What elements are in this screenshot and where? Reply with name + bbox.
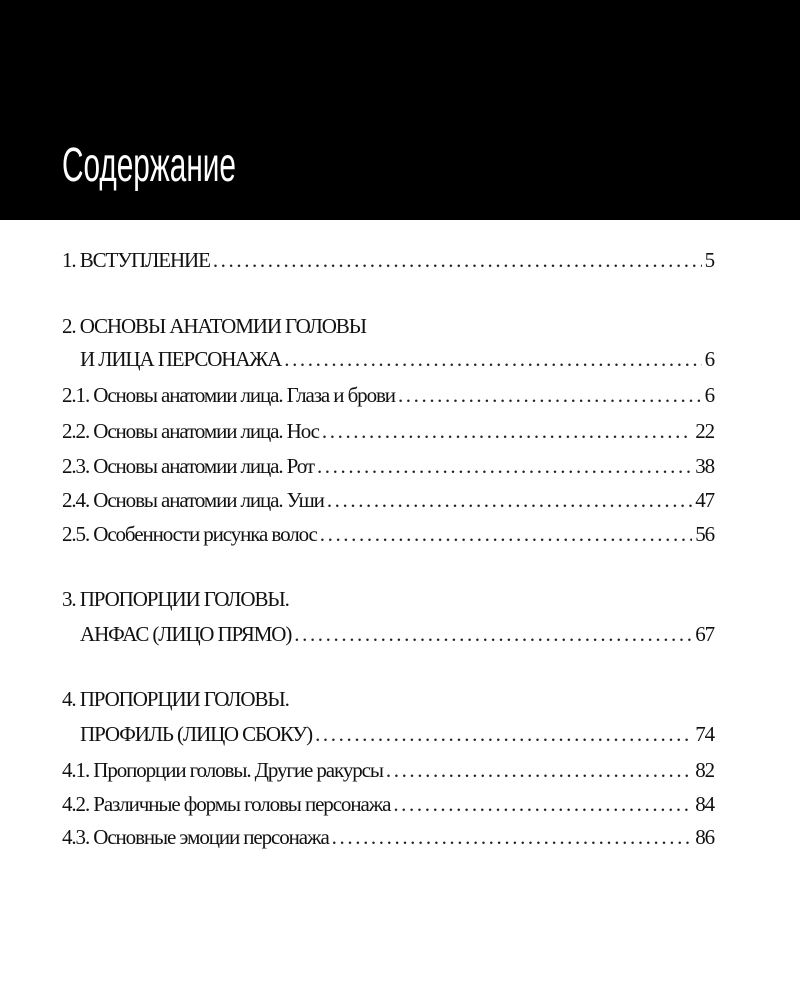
toc-entry-2[interactable] [62,344,714,374]
toc-page-number: 86 [695,825,714,849]
toc-page-number: 74 [695,722,714,746]
dot-leader [213,245,702,275]
toc-entry-4-2[interactable] [62,789,714,819]
toc-entry-title: 1. ВСТУПЛЕНИЕ [62,248,210,272]
dot-leader [386,755,692,785]
toc-page-number: 22 [695,419,714,443]
toc-entry-title: 2.1. Основы анатомии лица. Глаза и брови [62,383,395,407]
toc-entry-4-3[interactable] [62,822,714,852]
dot-leader [322,416,692,446]
toc-entry-4[interactable] [62,719,714,749]
dot-leader [332,822,693,852]
toc-page-number: 6 [704,347,714,371]
toc-entry-2-1[interactable] [62,380,714,410]
toc-entry-title: 4.3. Основные эмоции персонажа [62,825,329,849]
toc-entry-2-3[interactable] [62,451,714,481]
toc-entry-4-1[interactable] [62,755,714,785]
toc-entry-title: 3. ПРОПОРЦИИ ГОЛОВЫ. [62,587,289,611]
dot-leader [393,789,692,819]
toc-entry-title: И ЛИЦА ПЕРСОНАЖА [80,347,282,371]
toc-entry-3-heading[interactable] [62,584,714,614]
toc-page-number: 38 [695,454,714,478]
toc-entry-title: 2. ОСНОВЫ АНАТОМИИ ГОЛОВЫ [62,314,366,338]
toc-entry-title: 2.4. Основы анатомии лица. Уши [62,488,324,512]
dot-leader [294,619,692,649]
toc-page-number: 82 [695,758,714,782]
toc-entry-2-4[interactable] [62,485,714,515]
toc-page-number: 47 [695,488,714,512]
toc-page-number: 6 [704,383,714,407]
page-title: Содержание [62,139,236,192]
header-band [0,0,800,220]
toc-entry-title: 2.2. Основы анатомии лица. Нос [62,419,319,443]
toc-entry-4-heading[interactable] [62,684,714,714]
toc-entry-2-heading[interactable] [62,311,714,341]
dot-leader [327,485,692,515]
dot-leader [284,344,701,374]
toc-entry-title: 2.5. Особенности рисунка волос [62,522,317,546]
dot-leader [317,451,692,481]
toc-page-number: 84 [695,792,714,816]
toc-entry-title: 2.3. Основы анатомии лица. Рот [62,454,314,478]
toc-page-number: 5 [704,248,714,272]
toc-entry-2-5[interactable] [62,519,714,549]
toc-entry-2-2[interactable] [62,416,714,446]
toc-page-number: 67 [695,622,714,646]
toc-entry-3[interactable] [62,619,714,649]
dot-leader [320,519,692,549]
toc-entry-title: 4.2. Различные формы головы персонажа [62,792,391,816]
toc-entry-title: АНФАС (ЛИЦО ПРЯМО) [80,622,292,646]
toc-entry-title: 4.1. Пропорции головы. Другие ракурсы [62,758,383,782]
toc-entry-title: ПРОФИЛЬ (ЛИЦО СБОКУ) [80,722,313,746]
toc-page-number: 56 [695,522,714,546]
dot-leader [315,719,692,749]
toc-entry-1[interactable] [62,245,714,275]
dot-leader [398,380,702,410]
toc-entry-title: 4. ПРОПОРЦИИ ГОЛОВЫ. [62,687,289,711]
